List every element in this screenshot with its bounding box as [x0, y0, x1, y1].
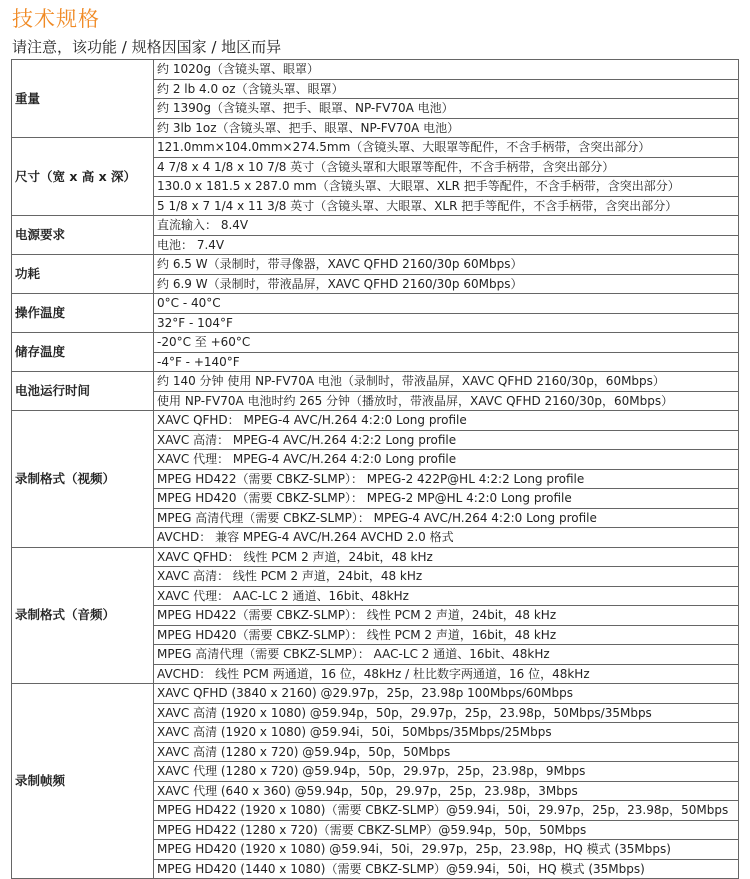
spec-value: 5 1/8 x 7 1/4 x 11 3/8 英寸（含镜头罩、大眼罩、XLR 把手等配件，不含手柄带，含突出部分）: [154, 196, 739, 216]
spec-group-label: 操作温度: [12, 294, 154, 333]
spec-table: [11, 59, 739, 879]
spec-value: MPEG HD420（需要 CBKZ-SLMP）： MPEG-2 MP@HL 4:2:0 Long profile: [154, 489, 739, 509]
spec-value: 0°C - 40°C: [154, 294, 739, 314]
spec-value: MPEG HD422（需要 CBKZ-SLMP）： 线性 PCM 2 声道，24bit，48 kHz: [154, 606, 739, 626]
spec-value: MPEG HD422 (1280 x 720)（需要 CBKZ-SLMP）@59.94p，50p，50Mbps: [154, 820, 739, 840]
spec-value: -4°F - +140°F: [154, 352, 739, 372]
spec-group-label: 电源要求: [12, 216, 154, 255]
spec-group-label: 录制格式（音频）: [12, 547, 154, 684]
spec-value: XAVC QFHD： MPEG-4 AVC/H.264 4:2:0 Long profile: [154, 411, 739, 431]
spec-value: XAVC 高清 (1920 x 1080) @59.94i，50i，50Mbps/35Mbps/25Mbps: [154, 723, 739, 743]
spec-value: XAVC 代理 (1280 x 720) @59.94p，50p，29.97p，25p，23.98p，9Mbps: [154, 762, 739, 782]
spec-value: XAVC 高清： MPEG-4 AVC/H.264 4:2:2 Long profile: [154, 430, 739, 450]
table-row: [12, 255, 739, 275]
spec-value: MPEG HD422 (1920 x 1080)（需要 CBKZ-SLMP）@59.94i，50i，29.97p，25p，23.98p，50Mbps: [154, 801, 739, 821]
spec-value: XAVC 代理： MPEG-4 AVC/H.264 4:2:0 Long profile: [154, 450, 739, 470]
spec-value: 约 140 分钟 使用 NP-FV70A 电池（录制时，带液晶屏，XAVC QFHD 2160/30p，60Mbps）: [154, 372, 739, 392]
spec-value: MPEG HD422（需要 CBKZ-SLMP）： MPEG-2 422P@HL 4:2:2 Long profile: [154, 469, 739, 489]
spec-value: 约 6.5 W（录制时，带寻像器，XAVC QFHD 2160/30p 60Mbps）: [154, 255, 739, 275]
spec-group-label: 重量: [12, 60, 154, 138]
spec-value: XAVC 高清： 线性 PCM 2 声道，24bit，48 kHz: [154, 567, 739, 587]
spec-value: 约 6.9 W（录制时，带液晶屏，XAVC QFHD 2160/30p 60Mbps）: [154, 274, 739, 294]
spec-value: MPEG HD420 (1920 x 1080) @59.94i，50i，29.97p，25p，23.98p，HQ 模式 (35Mbps): [154, 840, 739, 860]
table-row: [12, 333, 739, 353]
spec-value: AVCHD： 兼容 MPEG-4 AVC/H.264 AVCHD 2.0 格式: [154, 528, 739, 548]
spec-value: 约 1390g（含镜头罩、把手、眼罩、NP-FV70A 电池）: [154, 99, 739, 119]
spec-value: XAVC 代理： AAC-LC 2 通道、16bit、48kHz: [154, 586, 739, 606]
spec-value: 使用 NP-FV70A 电池时约 265 分钟（播放时，带液晶屏，XAVC QFHD 2160/30p，60Mbps）: [154, 391, 739, 411]
spec-value: XAVC 高清 (1280 x 720) @59.94p，50p，50Mbps: [154, 742, 739, 762]
page-title: 技术规格: [12, 7, 100, 31]
spec-value: MPEG 高清代理（需要 CBKZ-SLMP）： AAC-LC 2 通道、16bit、48kHz: [154, 645, 739, 665]
spec-group-label: 电池运行时间: [12, 372, 154, 411]
spec-value: XAVC 代理 (640 x 360) @59.94p，50p，29.97p，25p，23.98p，3Mbps: [154, 781, 739, 801]
spec-value: 直流输入： 8.4V: [154, 216, 739, 236]
spec-value: 约 1020g（含镜头罩、眼罩）: [154, 60, 739, 80]
spec-value: XAVC 高清 (1920 x 1080) @59.94p，50p，29.97p，25p，23.98p，50Mbps/35Mbps: [154, 703, 739, 723]
spec-value: 130.0 x 181.5 x 287.0 mm（含镜头罩、大眼罩、XLR 把手等配件，不含手柄带，含突出部分）: [154, 177, 739, 197]
spec-value: -20°C 至 +60°C: [154, 333, 739, 353]
spec-value: 121.0mm×104.0mm×274.5mm（含镜头罩、大眼罩等配件，不含手柄带，含突出部分）: [154, 138, 739, 158]
spec-value: 约 2 lb 4.0 oz（含镜头罩、眼罩）: [154, 79, 739, 99]
spec-value: AVCHD： 线性 PCM 两通道，16 位，48kHz / 杜比数字两通道，16 位，48kHz: [154, 664, 739, 684]
spec-value: MPEG 高清代理（需要 CBKZ-SLMP）： MPEG-4 AVC/H.264 4:2:0 Long profile: [154, 508, 739, 528]
spec-group-label: 储存温度: [12, 333, 154, 372]
spec-value: 电池： 7.4V: [154, 235, 739, 255]
table-row: [12, 547, 739, 567]
table-row: [12, 372, 739, 392]
spec-value: 约 3lb 1oz（含镜头罩、把手、眼罩、NP-FV70A 电池）: [154, 118, 739, 138]
spec-value: XAVC QFHD： 线性 PCM 2 声道，24bit，48 kHz: [154, 547, 739, 567]
table-row: [12, 216, 739, 236]
table-row: [12, 294, 739, 314]
table-row: [12, 138, 739, 158]
table-row: [12, 684, 739, 704]
spec-value: 32°F - 104°F: [154, 313, 739, 333]
region-note: 请注意，该功能 / 规格因国家 / 地区而异: [12, 38, 282, 56]
table-row: [12, 60, 739, 80]
spec-value: 4 7/8 x 4 1/8 x 10 7/8 英寸（含镜头罩和大眼罩等配件，不含手柄带，含突出部分）: [154, 157, 739, 177]
spec-group-label: 尺寸（宽 x 高 x 深）: [12, 138, 154, 216]
spec-value: XAVC QFHD (3840 x 2160) @29.97p，25p，23.98p 100Mbps/60Mbps: [154, 684, 739, 704]
spec-value: MPEG HD420 (1440 x 1080)（需要 CBKZ-SLMP）@59.94i，50i，HQ 模式 (35Mbps): [154, 859, 739, 879]
spec-group-label: 功耗: [12, 255, 154, 294]
spec-group-label: 录制帧频: [12, 684, 154, 879]
spec-value: MPEG HD420（需要 CBKZ-SLMP）： 线性 PCM 2 声道，16bit，48 kHz: [154, 625, 739, 645]
spec-group-label: 录制格式（视频）: [12, 411, 154, 548]
table-row: [12, 411, 739, 431]
